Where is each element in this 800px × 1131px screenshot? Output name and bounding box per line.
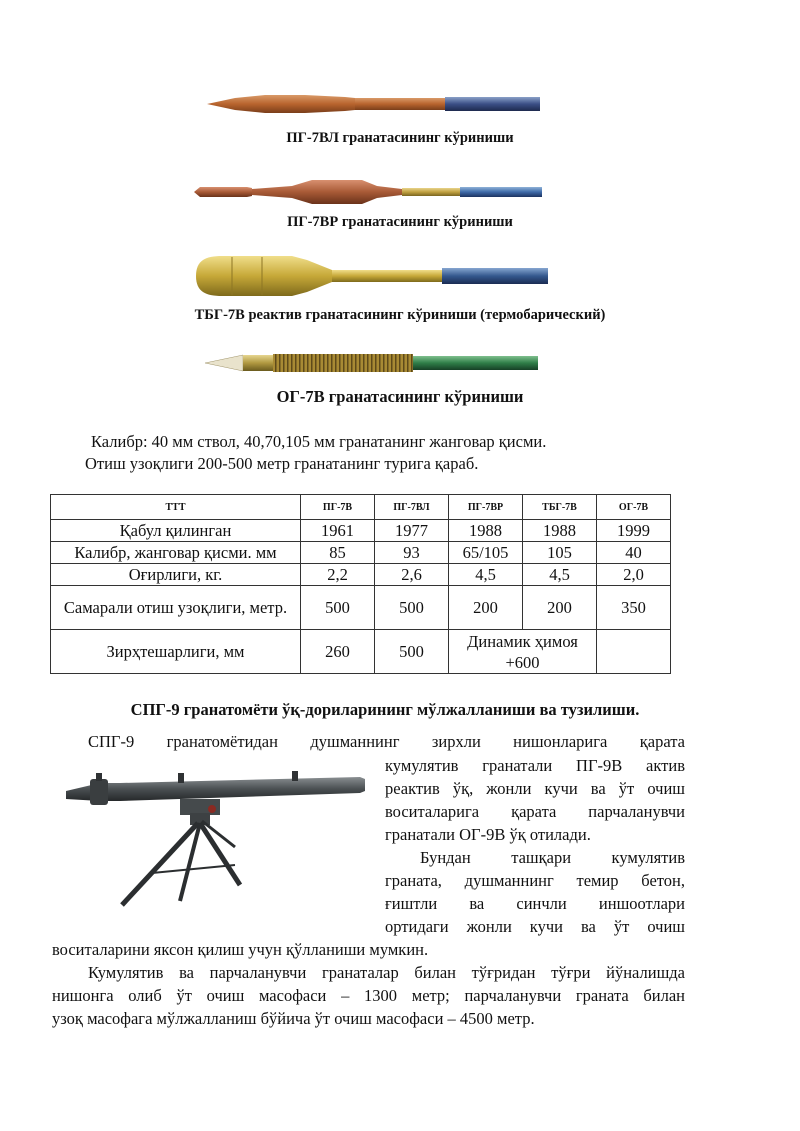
table-cell: 93	[375, 542, 449, 564]
paragraph-line: узоқ масофага мўлжалланиш бўйича ўт очиш масофаси – 4500 метр.	[52, 1009, 535, 1028]
table-row	[51, 564, 671, 586]
pg7vr-caption: ПГ-7ВР гранатасининг кўриниши	[287, 214, 513, 230]
table-cell: Калибр, жанговар қисми. мм	[51, 542, 301, 564]
table-row	[51, 520, 671, 542]
og7v-caption: ОГ-7В гранатасининг кўриниши	[276, 387, 524, 406]
range-line: Отиш узоқлиги 200-500 метр гранатанинг турига қараб.	[85, 454, 479, 473]
paragraph-line: гранатали ОГ-9В ўқ отилади.	[385, 825, 591, 844]
table-cell: 500	[375, 586, 449, 630]
paragraph-line: ғиштли ва синчли иншоотлари	[385, 894, 685, 913]
table-cell: 1999	[597, 520, 671, 542]
spg9-launcher-image	[60, 765, 380, 915]
table-header-cell: ТТТ	[51, 495, 301, 520]
paragraph-line: воситаларига қарата парчаланувчи	[385, 802, 685, 821]
paragraph-line: граната, душманнинг темир бетон,	[385, 871, 685, 890]
pg7vl-caption: ПГ-7ВЛ гранатасининг кўриниши	[286, 130, 514, 146]
paragraph-line: реактив ўқ, жонли кучи ва ўт очиш	[385, 779, 685, 798]
table-cell: 105	[523, 542, 597, 564]
table-cell: Самарали отиш узоқлиги, метр.	[51, 586, 301, 630]
table-cell: 65/105	[449, 542, 523, 564]
tbg7v-grenade-image	[192, 252, 552, 300]
section-title: СПГ-9 гранатомёти ўқ-дориларининг мўлжалланиши ва тузилиши.	[130, 700, 640, 719]
table-row	[51, 630, 671, 674]
tbg7v-caption: ТБГ-7В реактив гранатасининг кўриниши (термобарический)	[194, 307, 606, 323]
table-cell: 200	[449, 586, 523, 630]
specs-table	[50, 494, 671, 674]
table-header-cell: ПГ-7ВР	[449, 495, 523, 520]
table-cell: 350	[597, 586, 671, 630]
caliber-line: Калибр: 40 мм ствол, 40,70,105 мм гранатанинг жанговар қисми.	[91, 432, 547, 451]
table-cell: 260	[301, 630, 375, 674]
paragraph-line: Бундан ташқари кумулятив	[420, 848, 685, 867]
table-cell: 500	[301, 586, 375, 630]
table-cell: 500	[375, 630, 449, 674]
table-cell	[597, 630, 671, 674]
table-cell: 4,5	[449, 564, 523, 586]
table-cell: 200	[523, 586, 597, 630]
paragraph-line: СПГ-9 гранатомётидан душманнинг зирхли нишонларига қарата	[88, 732, 685, 751]
paragraph-line: кумулятив гранатали ПГ-9В актив	[385, 756, 685, 775]
table-cell: 40	[597, 542, 671, 564]
table-header-cell: ПГ-7В	[301, 495, 375, 520]
table-cell: 4,5	[523, 564, 597, 586]
table-header-cell: ОГ-7В	[597, 495, 671, 520]
paragraph-line: ортидаги жонли кучи ва ўт очиш	[385, 917, 685, 936]
paragraph-line: нишонга олиб ўт очиш масофаси – 1300 метр; парчаланувчи граната билан	[52, 986, 685, 1005]
table-header-cell: ПГ-7ВЛ	[375, 495, 449, 520]
paragraph-line: Кумулятив ва парчаланувчи гранаталар билан тўғридан тўғри йўналишда	[88, 963, 685, 982]
table-cell: Зирҳтешарлиги, мм	[51, 630, 301, 674]
table-cell: 1977	[375, 520, 449, 542]
table-cell: 1961	[301, 520, 375, 542]
table-cell: 2,2	[301, 564, 375, 586]
og7v-grenade-image	[203, 350, 543, 376]
table-cell: Оғирлиги, кг.	[51, 564, 301, 586]
table-row	[51, 542, 671, 564]
table-cell: Қабул қилинган	[51, 520, 301, 542]
paragraph-line: воситаларини яксон қилиш учун қўлланиши мумкин.	[52, 940, 429, 959]
table-cell: Динамик ҳимоя +600	[449, 630, 597, 674]
table-cell: 1988	[449, 520, 523, 542]
pg7vl-grenade-image	[205, 90, 545, 118]
table-header-cell: ТБГ-7В	[523, 495, 597, 520]
table-header-row	[51, 495, 671, 520]
pg7vr-grenade-image	[192, 176, 547, 208]
table-cell: 2,0	[597, 564, 671, 586]
table-cell: 1988	[523, 520, 597, 542]
table-cell: 2,6	[375, 564, 449, 586]
table-row	[51, 586, 671, 630]
table-cell: 85	[301, 542, 375, 564]
